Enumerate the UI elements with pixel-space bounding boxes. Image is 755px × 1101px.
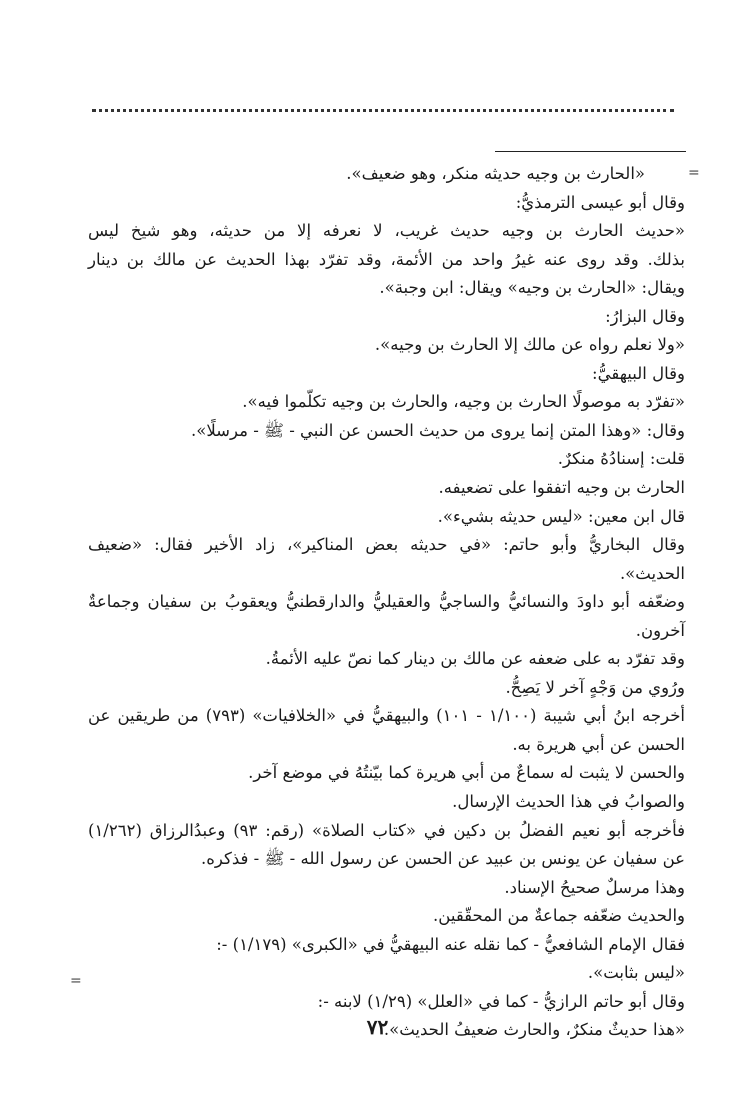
text-line: وقال أبو حاتم الرازيُّ - كما في «العلل» (١/٢٩) لابنه -:	[317, 991, 685, 1011]
text-line: والصوابُ في هذا الحديث الإرسال.	[452, 792, 685, 812]
text-line: والحديث ضعّفه جماعةٌ من المحقّقين.	[433, 906, 685, 926]
text-line: ويقال: «الحارث بن وجيه» ويقال: ابن وجبة».	[379, 278, 685, 298]
text-line: فقال الإمام الشافعيُّ - كما نقله عنه البيهقيُّ في «الكبرى» (١/١٧٩) -:	[216, 934, 685, 954]
text-line: عن سفيان عن يونس بن عبيد عن الحسن عن رسول الله - ﷺ - فذكره.	[201, 849, 685, 869]
text-line: ورُوي من وَجْهٍ آخر لا يَصِحُّ.	[505, 677, 685, 697]
text-line: قال ابن معين: «ليس حديثه بشيء».	[437, 506, 685, 526]
text-line: وقال البخاريُّ وأبو حاتم: «في حديثه بعض المناكير»، زاد الأخير فقال: «ضعيف	[88, 535, 685, 555]
footnote-separator-rule	[495, 151, 686, 152]
text-line: والحسن لا يثبت له سماعٌ من أبي هريرة كما بيّنتُهُ في موضع آخر.	[248, 763, 685, 783]
page-number: ٧٢	[366, 1015, 389, 1039]
text-line: «حديث الحارث بن وجيه حديث غريب، لا نعرفه إلا من حديثه، وهو شيخ ليس	[88, 221, 685, 241]
text-line: وهذا مرسلٌ صحيحُ الإسناد.	[504, 877, 685, 897]
text-line: آخرون.	[635, 620, 685, 640]
text-line: وقال: «وهذا المتن إنما يروى من حديث الحسن عن النبي - ﷺ - مرسلًا».	[191, 420, 685, 440]
text-line: أخرجه ابنُ أبي شيبة (١/١٠٠ - ١٠١) والبيهقيُّ في «الخلافيات» (٧٩٣) من طريقين عن	[88, 706, 685, 726]
text-line: وضعّفه أبو داودَ والنسائيُّ والساجيُّ والعقيليُّ والدارقطنيُّ ويعقوبُ بن سفيان وجماعةٌ	[88, 592, 685, 612]
text-line: وقال البيهقيُّ:	[592, 363, 685, 383]
text-line: «الحارث بن وجيه حديثه منكر، وهو ضعيف».	[346, 164, 645, 183]
header-dotted-rule	[92, 109, 674, 112]
text-line: «ولا نعلم رواه عن مالك إلا الحارث بن وجيه».	[374, 335, 685, 355]
text-line: بذلك. وقد روى عنه غيرُ واحد من الأئمة، وقد تفرّد بهذا الحديث عن مالك بن دينار	[88, 249, 685, 269]
footnote-text-block	[88, 160, 685, 1045]
text-line: الحديث».	[619, 563, 685, 583]
continuation-mark-bottom: =	[70, 973, 81, 989]
text-line: الحسن عن أبي هريرة به.	[512, 734, 685, 754]
text-line: وقد تفرّد به على ضعفه عن مالك بن دينار كما نصّ عليه الأئمةُ.	[265, 649, 685, 669]
text-line: «تفرّد به موصولًا الحارث بن وجيه، والحارث بن وجيه تكلّموا فيه».	[242, 392, 685, 412]
text-line: وقال أبو عيسى الترمذيُّ:	[515, 192, 685, 212]
continuation-mark-top: =	[688, 165, 699, 181]
text-line: الحارث بن وجيه اتفقوا على تضعيفه.	[438, 478, 685, 498]
text-line: قلت: إسنادُهُ منكرٌ.	[557, 449, 685, 469]
text-line: «ليس بثابت».	[587, 963, 685, 983]
text-line: «هذا حديثٌ منكرٌ، والحارث ضعيفُ الحديث».	[383, 1020, 685, 1040]
text-line: فأخرجه أبو نعيم الفضلُ بن دكين في «كتاب الصلاة» (رقم: ٩٣) وعبدُالرزاق (١/٢٦٢)	[88, 820, 685, 840]
text-line: وقال البزارُ:	[605, 306, 685, 326]
